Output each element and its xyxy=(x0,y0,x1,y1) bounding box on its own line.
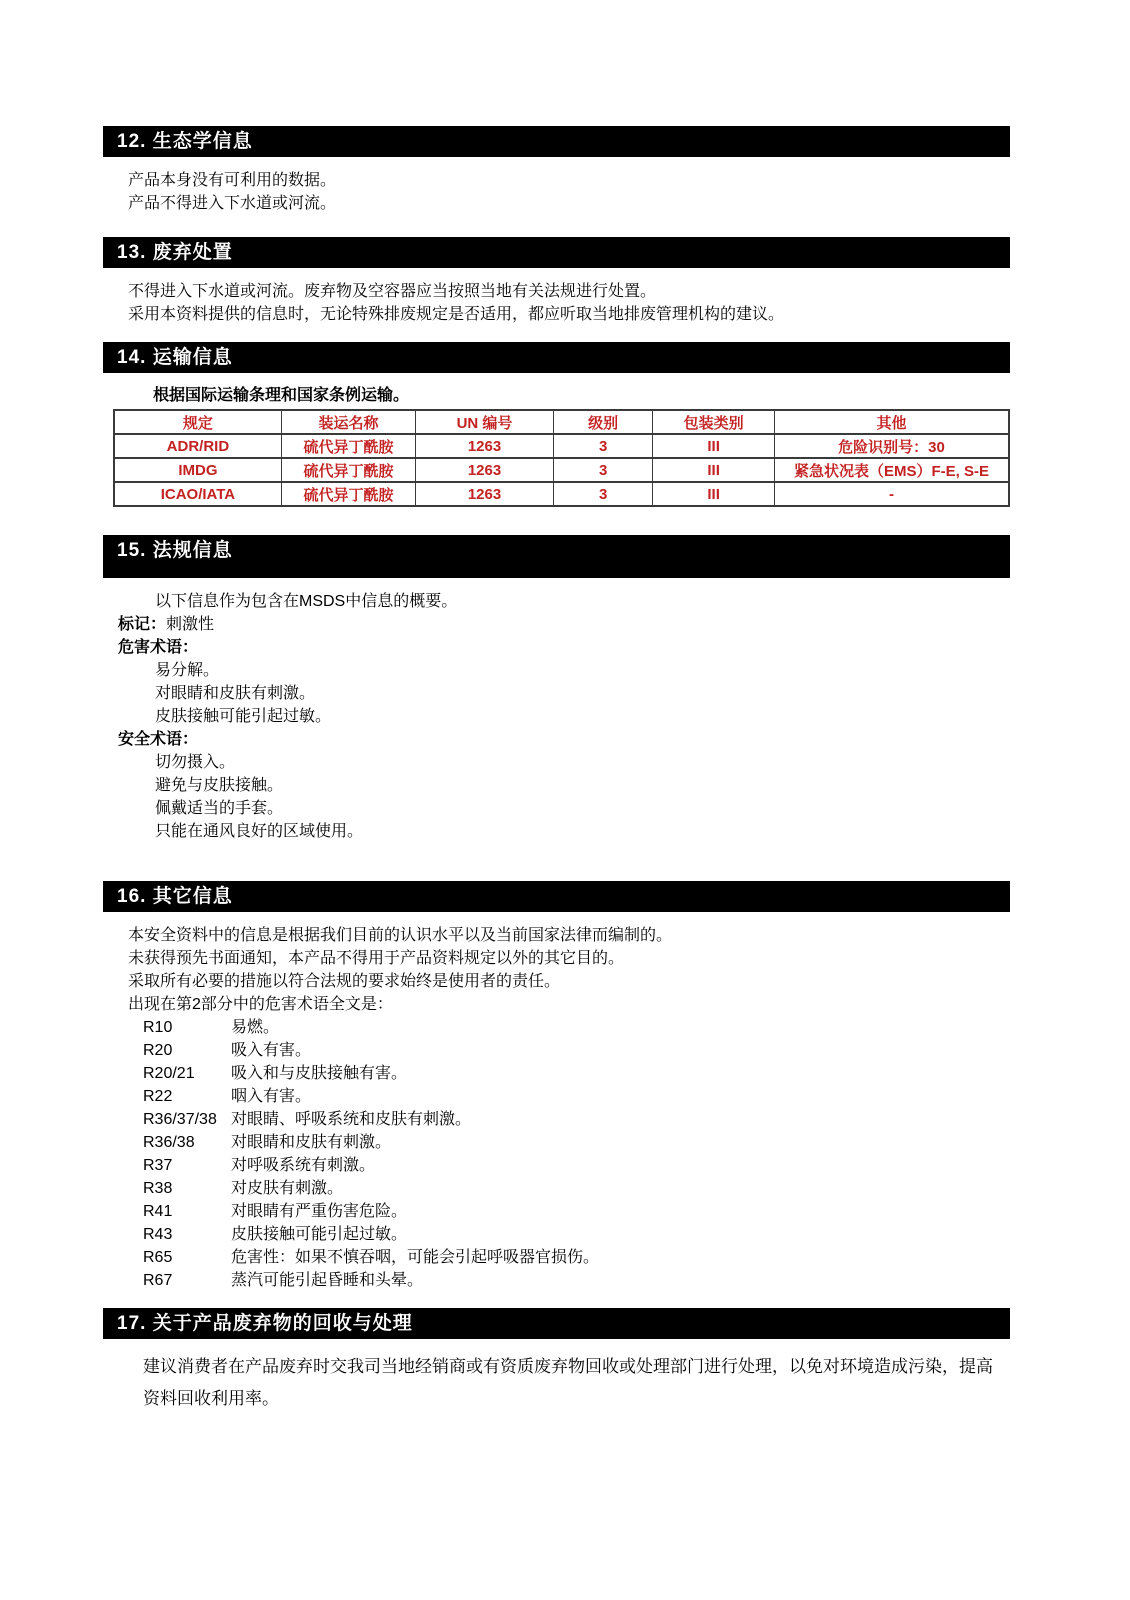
r-code: R38 xyxy=(143,1180,173,1197)
col-header-regulation: 规定 xyxy=(114,410,281,434)
cell-un-number: 1263 xyxy=(416,458,554,482)
r-text: 对眼睛有严重伤害危险。 xyxy=(231,1203,408,1220)
text-line: 产品不得进入下水道或河流。 xyxy=(128,195,337,212)
section-16-title: 16. 其它信息 xyxy=(117,886,233,907)
section-17-header xyxy=(103,1308,1010,1339)
section-12-header xyxy=(103,126,1010,157)
r-text: 易燃。 xyxy=(231,1019,280,1036)
hazard-item: 易分解。 xyxy=(155,662,220,679)
mark-value: 刺激性 xyxy=(166,616,215,633)
r-code: R37 xyxy=(143,1157,173,1174)
cell-shipping-name: 硫代异丁酰胺 xyxy=(281,458,415,482)
section-12-title: 12. 生态学信息 xyxy=(117,131,253,152)
r-phrase-row xyxy=(103,1154,1010,1177)
r-phrase-row xyxy=(103,1039,1010,1062)
safety-item: 切勿摄入。 xyxy=(155,754,236,771)
r-phrase-row xyxy=(103,1223,1010,1246)
table-row-icao-iata xyxy=(114,482,1009,506)
section-15-body xyxy=(103,590,1010,843)
text-line: 采用本资料提供的信息时，无论特殊排废规定是否适用，都应听取当地排废管理机构的建议。 xyxy=(128,306,785,323)
r-text: 皮肤接触可能引起过敏。 xyxy=(231,1226,408,1243)
r-phrase-row xyxy=(103,1246,1010,1269)
r-code: R10 xyxy=(143,1019,173,1036)
r-phrase-row xyxy=(103,1131,1010,1154)
cell-shipping-name: 硫代异丁酰胺 xyxy=(281,434,415,458)
table-row-imdg xyxy=(114,458,1009,482)
cell-shipping-name: 硫代异丁酰胺 xyxy=(281,482,415,506)
cell-class: 3 xyxy=(553,482,652,506)
transport-table-head xyxy=(114,410,1009,434)
section-14-body xyxy=(103,385,1010,507)
col-header-other: 其他 xyxy=(775,410,1010,434)
section-16-header xyxy=(103,881,1010,912)
cell-other: 危险识别号：30 xyxy=(775,434,1010,458)
table-header-row xyxy=(114,410,1009,434)
r-text: 吸入和与皮肤接触有害。 xyxy=(231,1065,408,1082)
r-text: 危害性：如果不慎吞咽，可能会引起呼吸器官损伤。 xyxy=(231,1249,600,1266)
cell-class: 3 xyxy=(553,434,652,458)
section-14-title: 14. 运输信息 xyxy=(117,347,233,368)
r-phrase-row xyxy=(103,1200,1010,1223)
r-text: 蒸汽可能引起昏睡和头晕。 xyxy=(231,1272,424,1289)
transport-table-body xyxy=(114,434,1009,506)
section-14-header xyxy=(103,342,1010,373)
r-code: R22 xyxy=(143,1088,173,1105)
safety-label: 安全术语： xyxy=(118,731,199,748)
transport-intro: 根据国际运输条理和国家条例运输。 xyxy=(153,387,410,404)
section-15-header xyxy=(103,535,1010,578)
mark-label: 标记： xyxy=(118,616,167,633)
cell-regulation: ADR/RID xyxy=(114,434,281,458)
r-phrase-row xyxy=(103,1269,1010,1292)
section-13-title: 13. 废弃处置 xyxy=(117,242,233,263)
r-phrase-row xyxy=(103,1016,1010,1039)
cell-packing-group: III xyxy=(653,482,775,506)
section-13-body xyxy=(103,280,1010,326)
col-header-packing-group: 包装类别 xyxy=(653,410,775,434)
text-line: 产品本身没有可利用的数据。 xyxy=(128,172,337,189)
safety-item: 佩戴适当的手套。 xyxy=(155,800,284,817)
transport-table xyxy=(113,409,1010,507)
r-code: R43 xyxy=(143,1226,173,1243)
r-code: R65 xyxy=(143,1249,173,1266)
r-phrase-row xyxy=(103,1177,1010,1200)
hazard-item: 皮肤接触可能引起过敏。 xyxy=(155,708,332,725)
mark-line xyxy=(103,613,1010,636)
text-line: 本安全资料中的信息是根据我们目前的认识水平以及当前国家法律而编制的。 xyxy=(128,927,673,944)
r-phrase-list xyxy=(103,1016,1010,1292)
col-header-class: 级别 xyxy=(553,410,652,434)
section-17-body xyxy=(103,1351,1010,1415)
recycling-text: 建议消费者在产品废弃时交我司当地经销商或有资质废弃物回收或处理部门进行处理，以免对环境造成污染，提高资料回收利用率。 xyxy=(143,1357,993,1408)
section-16-body xyxy=(103,924,1010,1292)
section-15-title: 15. 法规信息 xyxy=(117,540,233,561)
content xyxy=(103,126,1010,1415)
cell-other: 紧急状况表（EMS）F-E, S-E xyxy=(775,458,1010,482)
r-text: 对呼吸系统有刺激。 xyxy=(231,1157,376,1174)
text-line: 未获得预先书面通知，本产品不得用于产品资料规定以外的其它目的。 xyxy=(128,950,625,967)
r-phrase-row xyxy=(103,1085,1010,1108)
col-header-shipping-name: 装运名称 xyxy=(281,410,415,434)
cell-packing-group: III xyxy=(653,434,775,458)
text-line: 出现在第2部分中的危害术语全文是： xyxy=(128,996,393,1013)
cell-other: - xyxy=(775,482,1010,506)
cell-packing-group: III xyxy=(653,458,775,482)
cell-regulation: ICAO/IATA xyxy=(114,482,281,506)
r-text: 对眼睛、呼吸系统和皮肤有刺激。 xyxy=(231,1111,472,1128)
col-header-un-number: UN 编号 xyxy=(416,410,554,434)
text-line: 采取所有必要的措施以符合法规的要求始终是使用者的责任。 xyxy=(128,973,561,990)
cell-regulation: IMDG xyxy=(114,458,281,482)
safety-item: 避免与皮肤接触。 xyxy=(155,777,284,794)
section-13-header xyxy=(103,237,1010,268)
cell-un-number: 1263 xyxy=(416,482,554,506)
r-code: R67 xyxy=(143,1272,173,1289)
table-row-adr-rid xyxy=(114,434,1009,458)
section-17-title: 17. 关于产品废弃物的回收与处理 xyxy=(117,1313,413,1334)
r-code: R20 xyxy=(143,1042,173,1059)
r-code: R20/21 xyxy=(143,1065,195,1082)
r-phrase-row xyxy=(103,1108,1010,1131)
r-text: 对皮肤有刺激。 xyxy=(231,1180,344,1197)
r-text: 对眼睛和皮肤有刺激。 xyxy=(231,1134,392,1151)
hazard-label: 危害术语： xyxy=(118,639,199,656)
r-code: R41 xyxy=(143,1203,173,1220)
text-line: 不得进入下水道或河流。废弃物及空容器应当按照当地有关法规进行处置。 xyxy=(128,283,657,300)
safety-item: 只能在通风良好的区域使用。 xyxy=(155,823,364,840)
r-text: 吸入有害。 xyxy=(231,1042,312,1059)
cell-class: 3 xyxy=(553,458,652,482)
r-code: R36/37/38 xyxy=(143,1111,217,1128)
regulatory-summary: 以下信息作为包含在MSDS中信息的概要。 xyxy=(155,593,458,610)
section-12-body xyxy=(103,169,1010,215)
r-text: 咽入有害。 xyxy=(231,1088,312,1105)
r-code: R36/38 xyxy=(143,1134,195,1151)
r-phrase-row xyxy=(103,1062,1010,1085)
cell-un-number: 1263 xyxy=(416,434,554,458)
hazard-item: 对眼睛和皮肤有刺激。 xyxy=(155,685,316,702)
